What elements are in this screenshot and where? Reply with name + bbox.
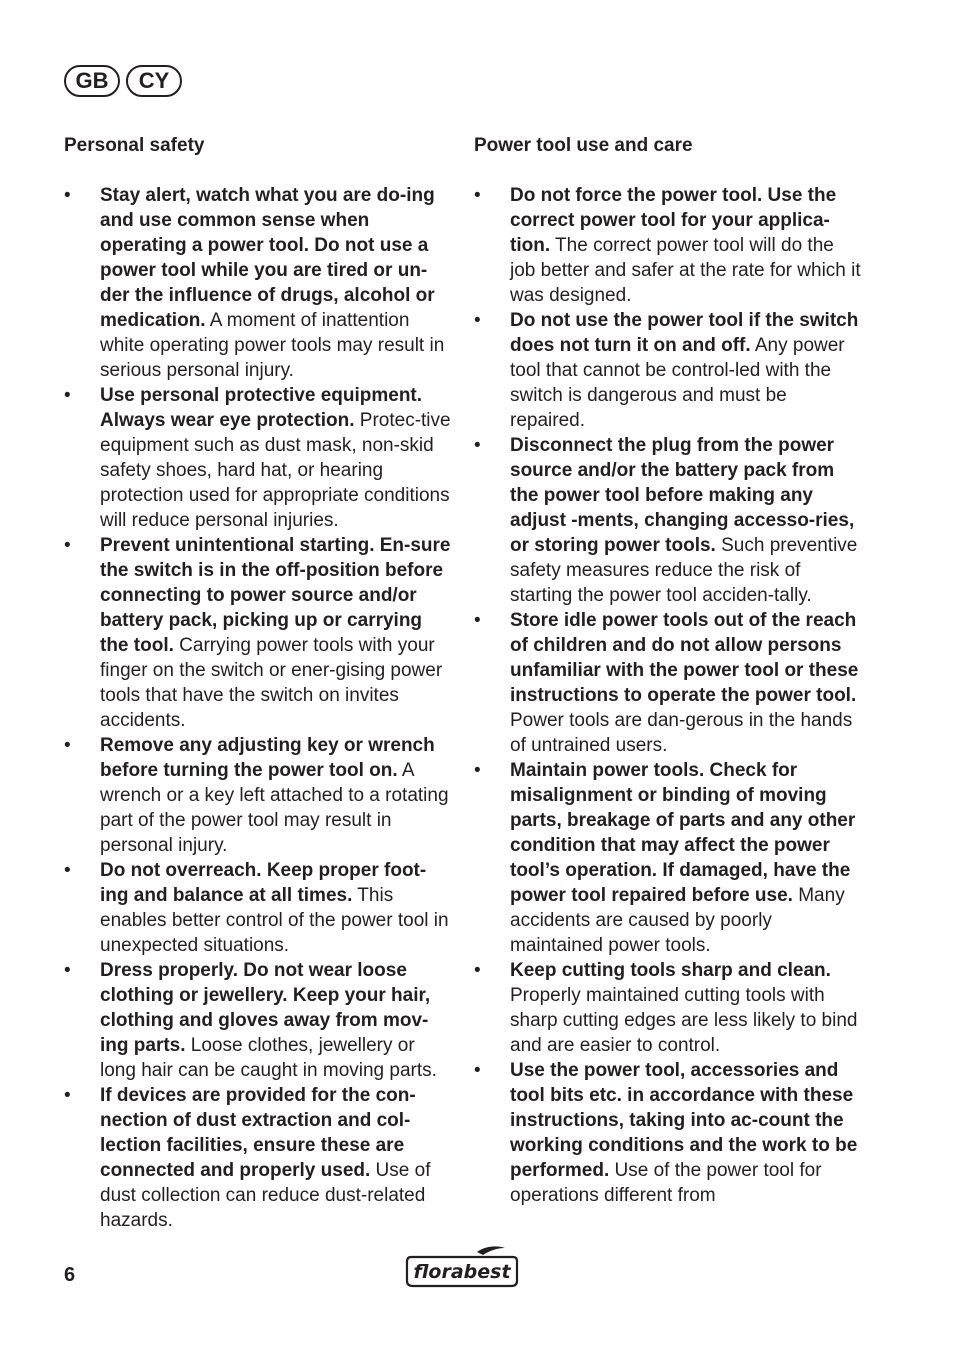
- list-item: [474, 958, 864, 1058]
- list-item: [64, 733, 454, 858]
- list-item: [64, 533, 454, 733]
- list-item: [474, 1058, 864, 1208]
- bullet-icon: •: [64, 535, 71, 556]
- item-text: Protec-tive equipment such as dust mask, non-skid safety shoes, hard hat, or hearing protection used for appropriate conditions will reduce personal injuries.: [100, 410, 451, 531]
- florabest-logo: [405, 1245, 519, 1289]
- item-text: Use of the power tool for operations different from: [510, 1160, 822, 1206]
- item-text: Power tools are dan-gerous in the hands of untrained users.: [510, 710, 853, 756]
- item-bold-text: Dress properly. Do not wear loose clothing or jewellery. Keep your hair, clothing and gloves away from mov-ing parts.: [100, 960, 431, 1056]
- list-item: [64, 958, 454, 1083]
- item-bold-text: Use the power tool, accessories and tool bits etc. in accordance with these instructions, taking into ac-count the working conditions and the work to be performed.: [510, 1060, 858, 1181]
- item-text: Use of dust collection can reduce dust-related hazards.: [100, 1160, 431, 1231]
- item-text: Carrying power tools with your finger on the switch or ener-gising power tools that have the switch on invites accidents.: [100, 635, 443, 731]
- page-number: 6: [64, 1264, 76, 1286]
- bullet-icon: •: [474, 185, 481, 206]
- section-title-power-tool-use: Power tool use and care: [474, 135, 693, 156]
- item-text: Any power tool that cannot be control-led with the switch is dangerous and must be repaired.: [510, 335, 845, 431]
- bullet-icon: •: [474, 760, 481, 781]
- item-bold-text: Stay alert, watch what you are do-ing and use common sense when operating a power tool. Do not use a power tool while you are tired or un-der the influence of drugs, alcohol or medication.: [100, 185, 435, 331]
- list-item: [64, 1083, 454, 1233]
- item-bold-text: Do not overreach. Keep proper foot-ing and balance at all times.: [100, 860, 427, 906]
- bullet-icon: •: [474, 310, 481, 331]
- list-item: [474, 183, 864, 308]
- bullet-icon: •: [474, 1060, 481, 1081]
- left-column: [64, 133, 454, 1233]
- power-tool-use-list: [474, 183, 864, 1208]
- personal-safety-list: [64, 183, 454, 1233]
- list-item: [474, 608, 864, 758]
- list-item: [474, 433, 864, 608]
- bullet-icon: •: [474, 960, 481, 981]
- item-bold-text: Disconnect the plug from the power source and/or the battery pack from the power tool before making any adjust -ments, changing accesso-ries, or storing power tools.: [510, 435, 855, 556]
- list-item: [474, 758, 864, 958]
- language-badge-gb: GB: [64, 65, 120, 97]
- list-item: [474, 308, 864, 433]
- item-text: A wrench or a key left attached to a rotating part of the power tool may result in personal injury.: [100, 760, 449, 856]
- list-item: [64, 183, 454, 383]
- logo-text: florabest: [413, 1261, 511, 1283]
- bullet-icon: •: [474, 610, 481, 631]
- bullet-icon: •: [64, 1085, 71, 1106]
- item-text: The correct power tool will do the job better and safer at the rate for which it was designed.: [510, 235, 861, 306]
- item-bold-text: Store idle power tools out of the reach of children and do not allow persons unfamiliar with the power tool or these instructions to operate the power tool.: [510, 610, 859, 706]
- section-title-personal-safety: Personal safety: [64, 135, 205, 156]
- item-text: This enables better control of the power tool in unexpected situations.: [100, 885, 449, 956]
- item-text: Many accidents are caused by poorly maintained power tools.: [510, 885, 845, 956]
- item-bold-text: Prevent unintentional starting. En-sure the switch is in the off-position before connecting to power source and/or battery pack, picking up or carrying the tool.: [100, 535, 451, 656]
- item-text: Loose clothes, jewellery or long hair can be caught in moving parts.: [100, 1035, 437, 1081]
- item-bold-text: Use personal protective equipment. Always wear eye protection.: [100, 385, 423, 431]
- language-badges: [64, 65, 182, 97]
- item-text: Properly maintained cutting tools with sharp cutting edges are less likely to bind and are easier to control.: [510, 985, 858, 1056]
- item-bold-text: Do not use the power tool if the switch does not turn it on and off.: [510, 310, 859, 356]
- bullet-icon: •: [64, 735, 71, 756]
- list-item: [64, 383, 454, 533]
- right-column: [474, 133, 864, 1208]
- logo-leaf-icon: [477, 1246, 505, 1255]
- language-badge-cy: CY: [126, 65, 182, 97]
- bullet-icon: •: [64, 860, 71, 881]
- item-bold-text: Do not force the power tool. Use the correct power tool for your applica-tion.: [510, 185, 837, 256]
- bullet-icon: •: [64, 385, 71, 406]
- list-item: [64, 858, 454, 958]
- bullet-icon: •: [64, 960, 71, 981]
- item-bold-text: If devices are provided for the con-nection of dust extraction and col-lection facilities, ensure these are connected and properly used.: [100, 1085, 416, 1181]
- item-text: Such preventive safety measures reduce the risk of starting the power tool acciden-tally.: [510, 535, 858, 606]
- item-bold-text: Keep cutting tools sharp and clean.: [510, 960, 831, 981]
- item-bold-text: Remove any adjusting key or wrench before turning the power tool on.: [100, 735, 435, 781]
- item-text: A moment of inattention white operating power tools may result in serious personal injury.: [100, 310, 445, 381]
- bullet-icon: •: [64, 185, 71, 206]
- bullet-icon: •: [474, 435, 481, 456]
- item-bold-text: Maintain power tools. Check for misalignment or binding of moving parts, breakage of parts and any other condition that may affect the power tool’s operation. If damaged, have the power tool repaired before use.: [510, 760, 856, 906]
